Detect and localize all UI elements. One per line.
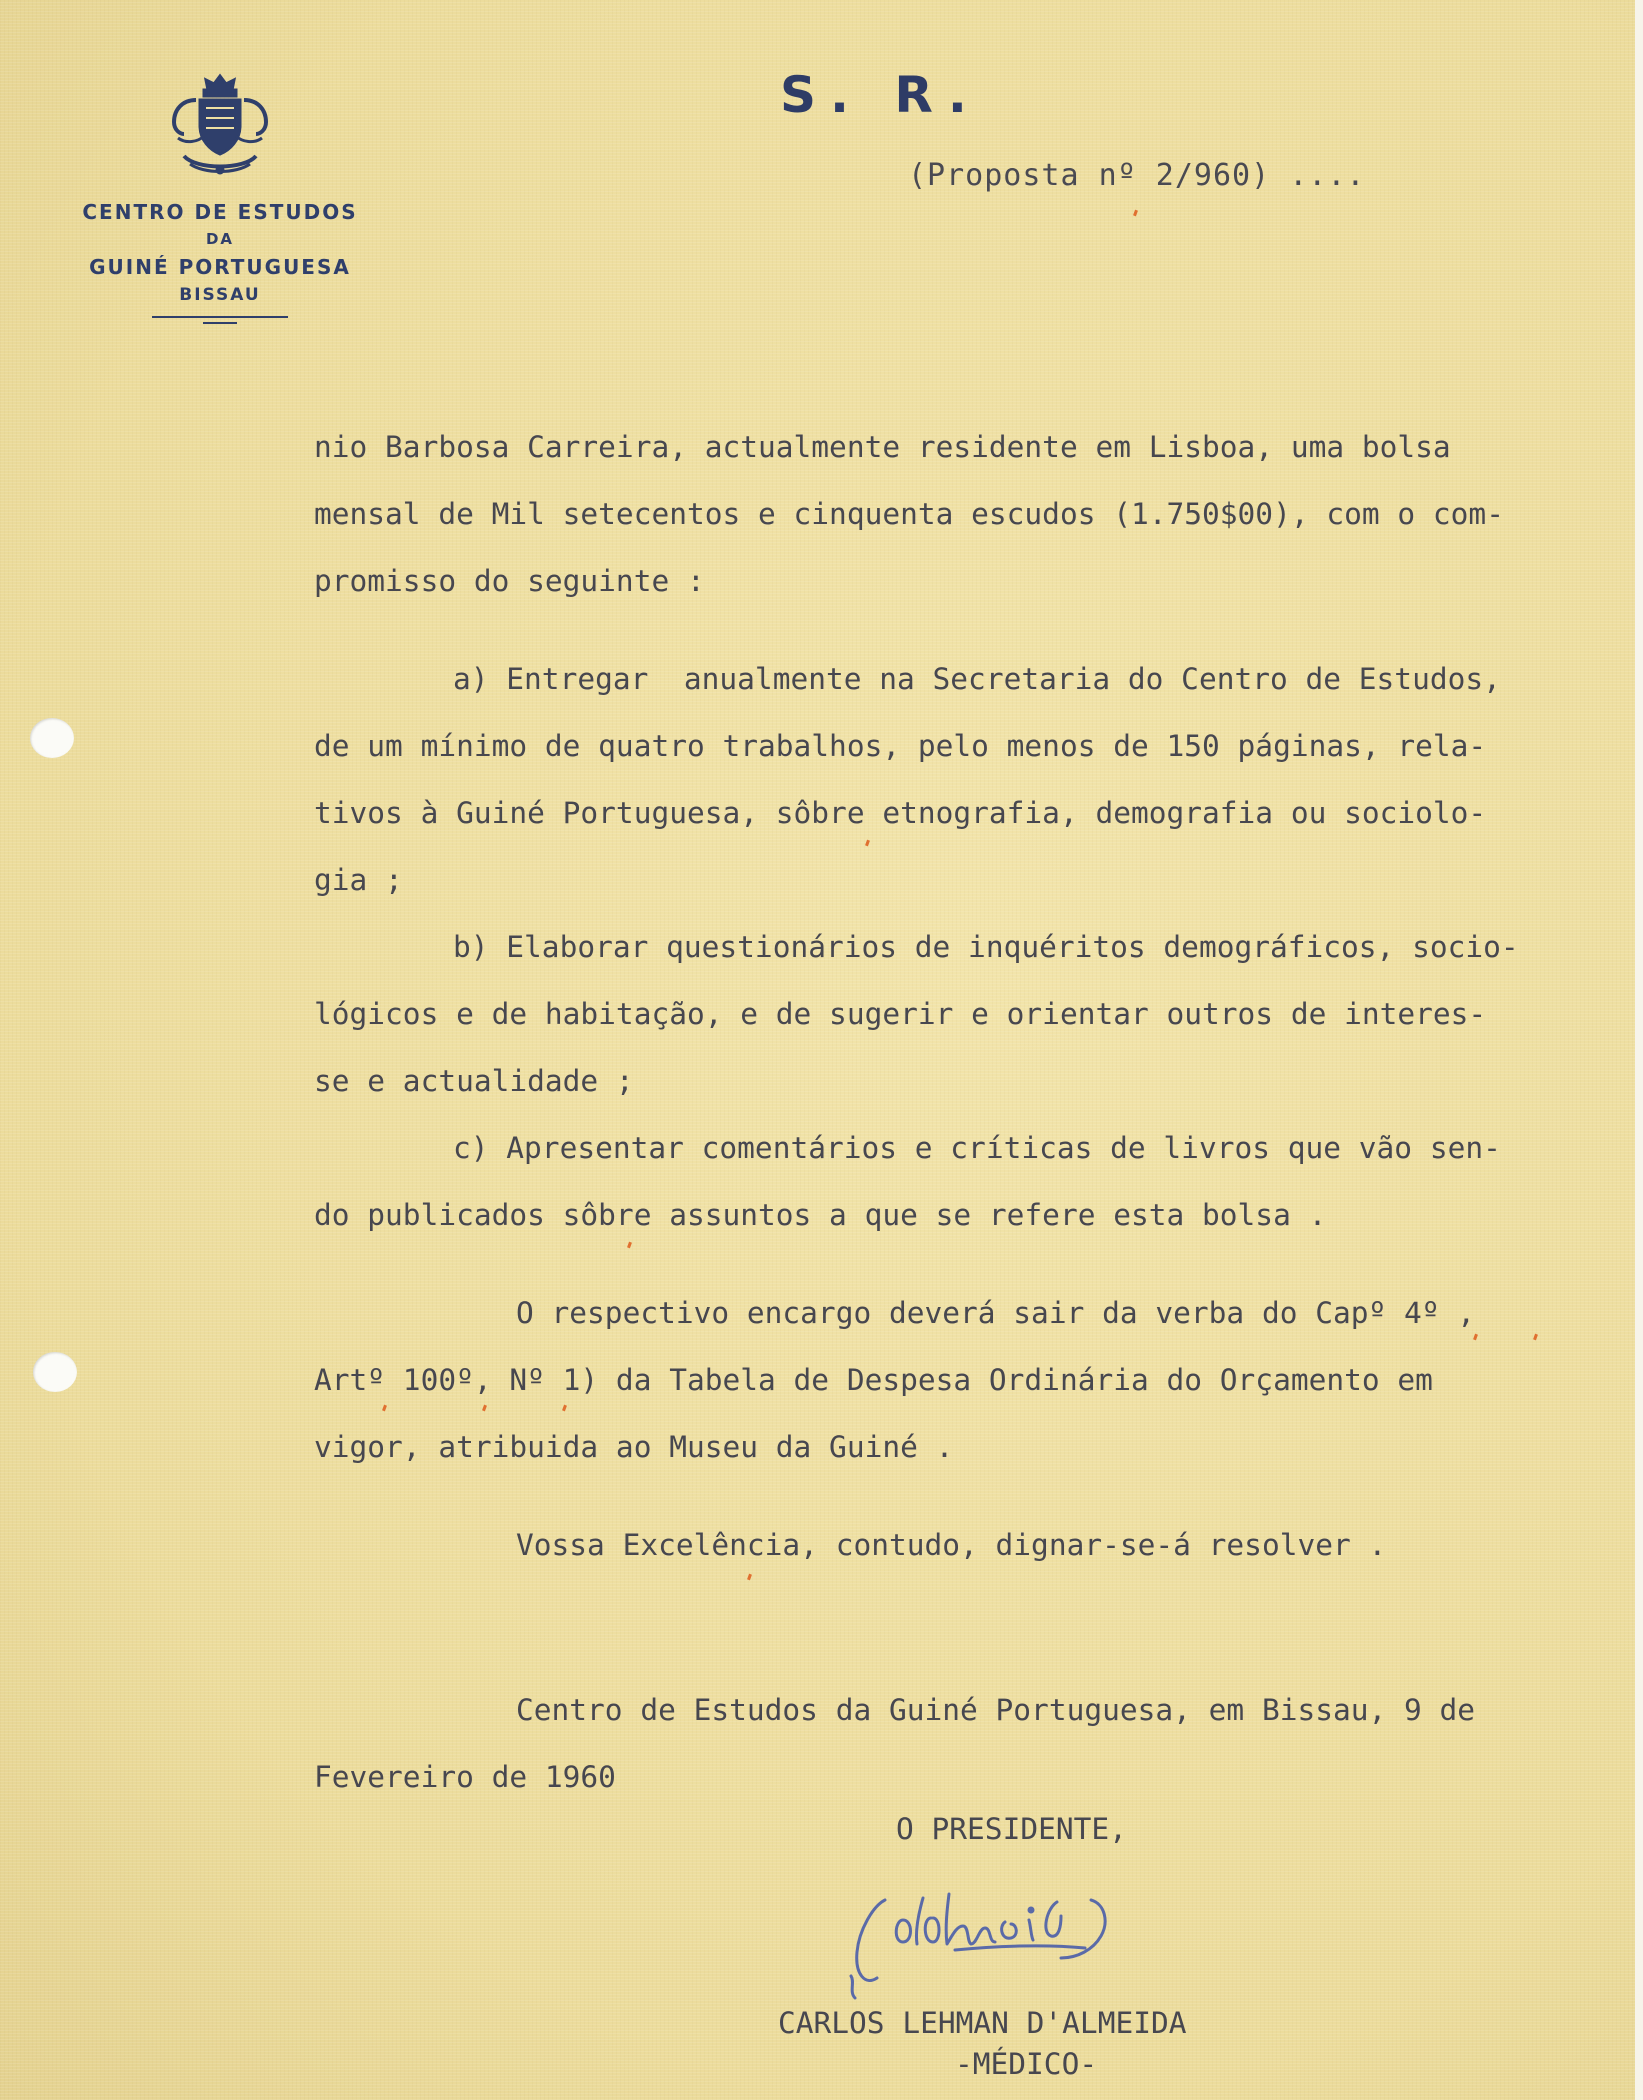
item-c-line: do publicados sôbre assuntos a que se refere esta bolsa .: [314, 1198, 1327, 1232]
paper-edge: [1635, 0, 1643, 2100]
letterhead-org-line1: CENTRO DE ESTUDOS: [82, 200, 358, 224]
item-a-line: gia ;: [314, 863, 403, 897]
letter-body: [314, 414, 1634, 1811]
item-c-line: c) Apresentar comentários e críticas de livros que vão sen-: [453, 1131, 1501, 1165]
paragraph-gap: [314, 615, 1634, 646]
letterhead: [40, 70, 400, 324]
letterhead-rule-short: [203, 322, 237, 324]
handwritten-signature: [825, 1880, 1245, 2010]
funding-line: vigor, atribuida ao Museu da Guiné .: [314, 1430, 954, 1464]
place-date-line: Centro de Estudos da Guiné Portuguesa, em Bissau, 9 de: [516, 1693, 1476, 1727]
item-b-line: b) Elaborar questionários de inquéritos demográficos, socio-: [453, 930, 1519, 964]
letterhead-org-line2: GUINÉ PORTUGUESA: [89, 255, 351, 279]
red-ink-mark: [1133, 210, 1138, 217]
paragraph-gap: [314, 1610, 1634, 1677]
item-b-line: lógicos e de habitação, e de sugerir e orientar outros de interes-: [314, 997, 1487, 1031]
item-a-line: a) Entregar anualmente na Secretaria do Centro de Estudos,: [453, 662, 1501, 696]
paragraph-gap: [314, 1481, 1634, 1512]
punch-hole: [30, 718, 74, 758]
letterhead-rule: [152, 316, 288, 318]
item-b-line: se e actualidade ;: [314, 1064, 634, 1098]
proposal-reference: (Proposta nº 2/960) ....: [908, 158, 1366, 193]
signatory-name: CARLOS LEHMAN D'ALMEIDA: [778, 2006, 1187, 2040]
letterhead-city: BISSAU: [179, 285, 261, 305]
intro-line: mensal de Mil setecentos e cinquenta escudos (1.750$00), com o com-: [314, 497, 1504, 531]
paragraph-gap: [314, 1249, 1634, 1280]
paragraph-gap: [314, 1579, 1634, 1610]
punch-hole: [33, 1352, 77, 1392]
place-date-line: Fevereiro de 1960: [314, 1760, 616, 1794]
signatory-role: O PRESIDENTE,: [896, 1812, 1127, 1846]
letterhead-da: DA: [205, 230, 235, 248]
intro-line: nio Barbosa Carreira, actualmente residente em Lisboa, uma bolsa: [314, 430, 1451, 464]
closing-line: Vossa Excelência, contudo, dignar-se-á resolver .: [516, 1528, 1387, 1562]
funding-line: O respectivo encargo deverá sair da verba do Capº 4º ,: [516, 1296, 1476, 1330]
coat-of-arms-icon: [160, 70, 280, 180]
intro-line: promisso do seguinte :: [314, 564, 705, 598]
signatory-title: -MÉDICO-: [955, 2047, 1098, 2081]
item-a-line: de um mínimo de quatro trabalhos, pelo menos de 150 páginas, rela-: [314, 729, 1487, 763]
document-title: S. R.: [780, 66, 981, 124]
funding-line: Artº 100º, Nº 1) da Tabela de Despesa Ordinária do Orçamento em: [314, 1363, 1433, 1397]
item-a-line: tivos à Guiné Portuguesa, sôbre etnografia, demografia ou sociolo-: [314, 796, 1487, 830]
